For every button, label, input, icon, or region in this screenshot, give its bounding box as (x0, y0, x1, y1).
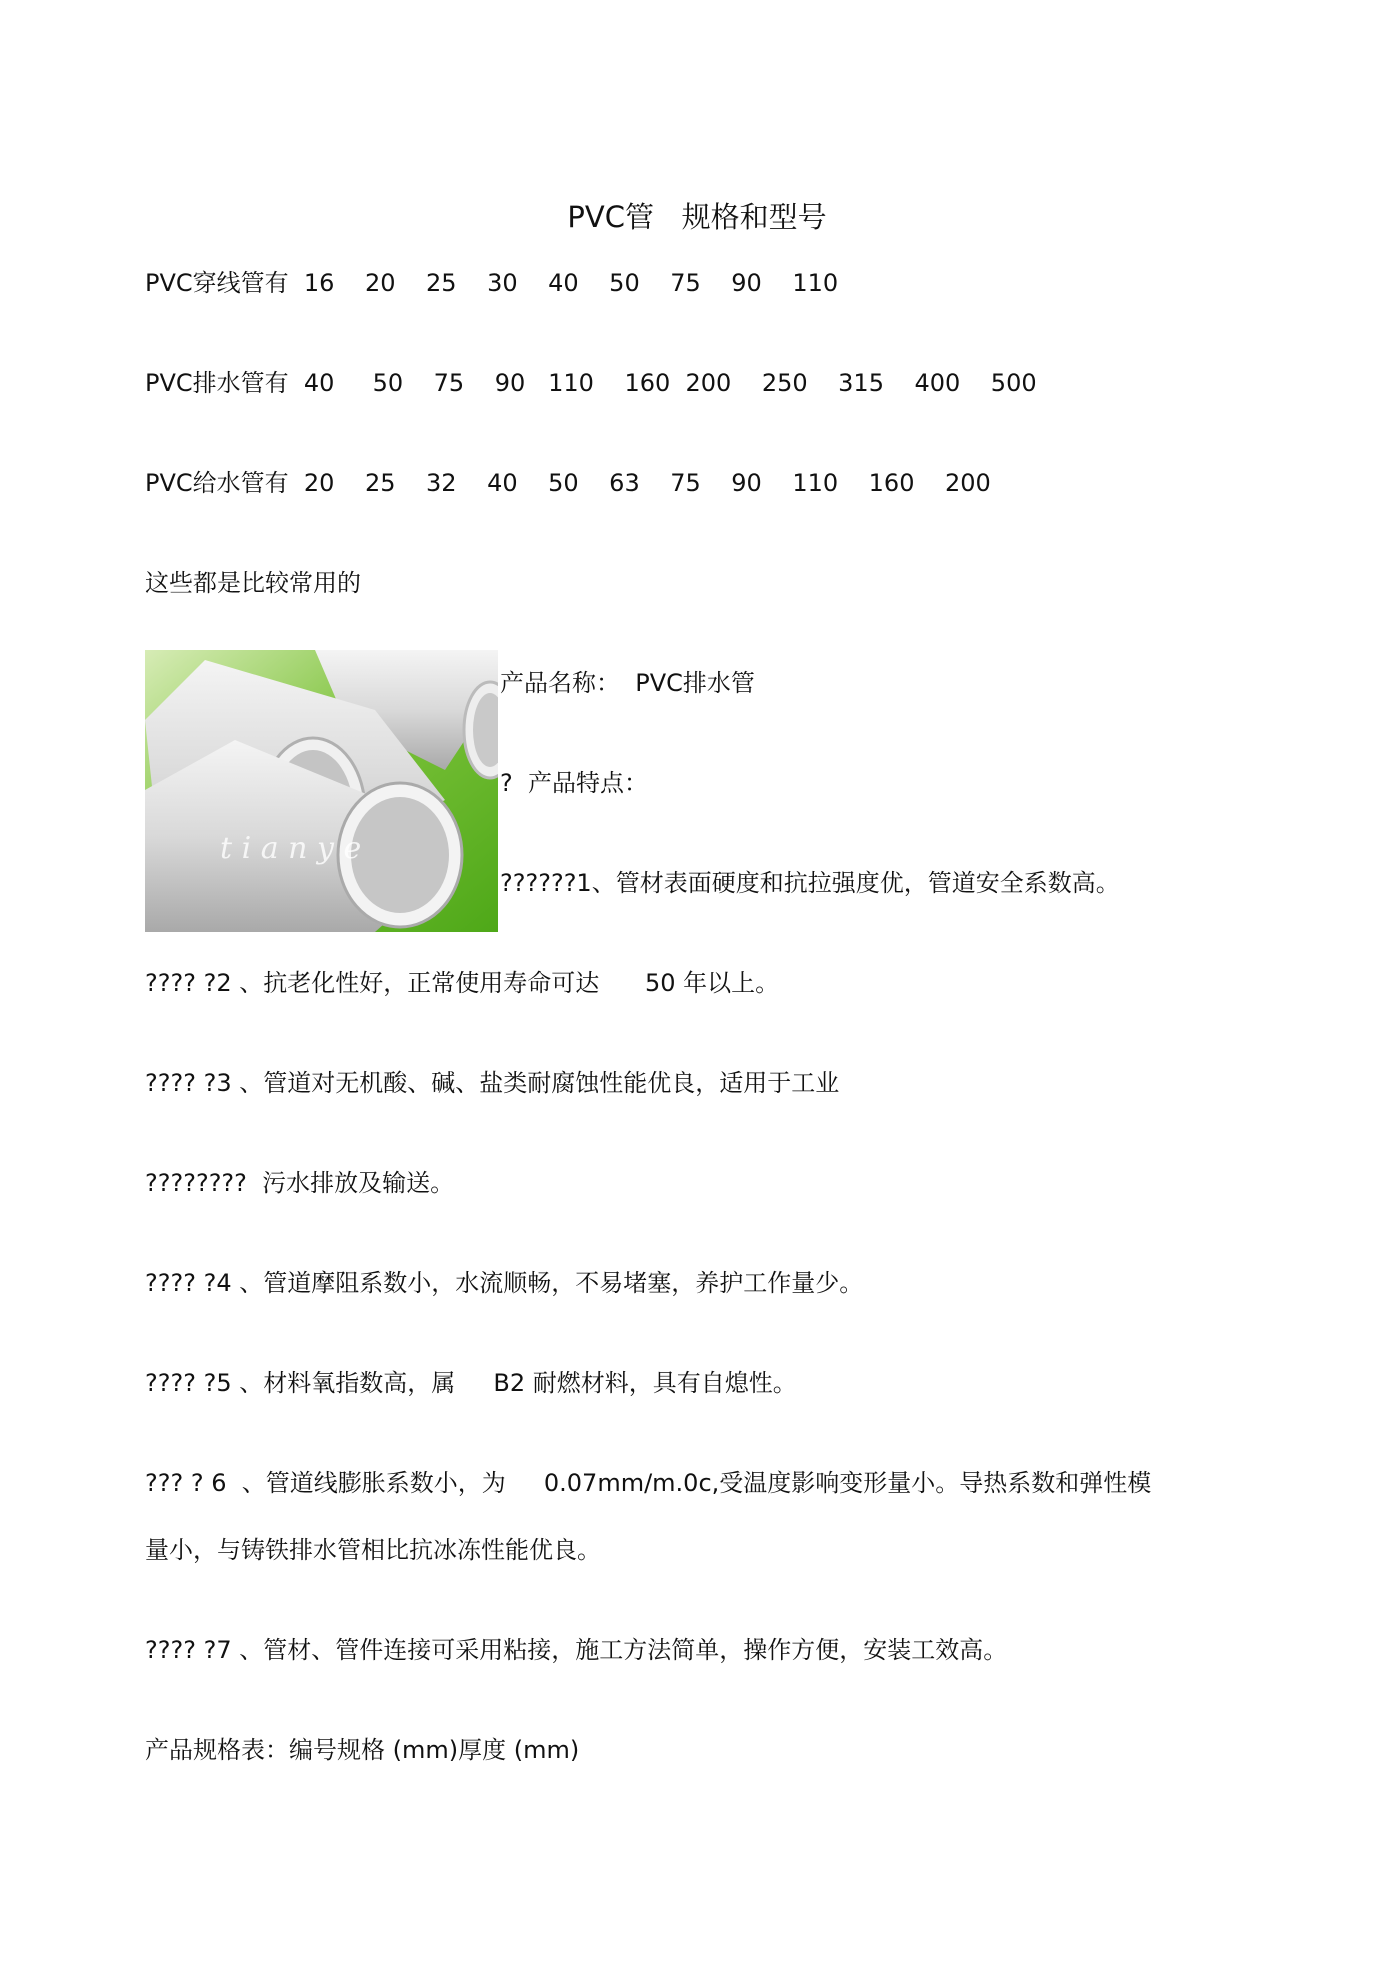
features-heading: ? 产品特点： (500, 769, 648, 797)
feature-item: ???? ?7 、管材、管件连接可采用粘接，施工方法简单，操作方便，安装工效高。 (145, 1636, 1008, 1664)
feature-item-continued: 量小，与铸铁排水管相比抗冰冻性能优良。 (145, 1536, 601, 1564)
feature-item: ???? ?3 、管道对无机酸、碱、盐类耐腐蚀性能优良，适用于工业 (145, 1069, 840, 1097)
spec-table-label: 产品规格表：编号规格 (mm)厚度 (mm) (145, 1736, 580, 1764)
common-note: 这些都是比较常用的 (145, 569, 361, 597)
feature-item: ???????? 污水排放及输送。 (145, 1169, 455, 1197)
feature-item: ??? ? 6 、管道线膨胀系数小，为 0.07mm/m.0c,受温度影响变形量小。导热系数和弹性模 (145, 1469, 1152, 1497)
spec-line-drainage: PVC排水管有 40 50 75 90 110 160 200 250 315 400 500 (145, 369, 1037, 397)
feature-item: ???? ?4 、管道摩阻系数小，水流顺畅，不易堵塞，养护工作量少。 (145, 1269, 864, 1297)
feature-item: ??????1、管材表面硬度和抗拉强度优，管道安全系数高。 (500, 869, 1120, 897)
page-title: PVC管 规格和型号 (567, 200, 827, 234)
feature-item: ???? ?5 、材料氧指数高，属 B2 耐燃材料，具有自熄性。 (145, 1369, 797, 1397)
pvc-pipe-photo (145, 650, 498, 932)
product-name: 产品名称： PVC排水管 (500, 669, 755, 697)
feature-item: ???? ?2 、抗老化性好，正常使用寿命可达 50 年以上。 (145, 969, 780, 997)
spec-line-water-supply: PVC给水管有 20 25 32 40 50 63 75 90 110 160 200 (145, 469, 991, 497)
photo-watermark: t i a n y e (220, 831, 362, 866)
spec-line-conduit: PVC穿线管有 16 20 25 30 40 50 75 90 110 (145, 269, 839, 297)
